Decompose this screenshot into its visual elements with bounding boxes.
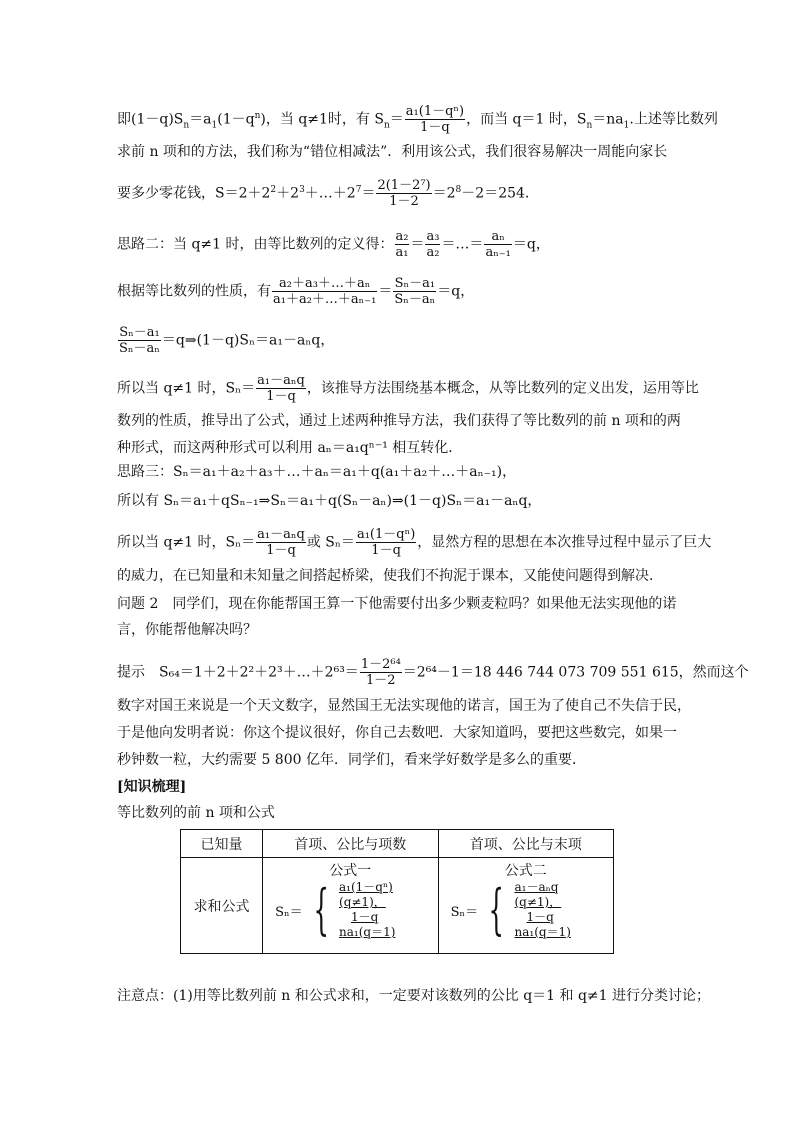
numerator: a₂ — [395, 229, 409, 244]
table-header: 首项、公比与项数 — [263, 830, 438, 858]
sub: n — [183, 120, 190, 131]
table-header: 首项、公比与末项 — [438, 830, 614, 858]
fraction — [425, 229, 440, 260]
note-line: 注意点：(1)用等比数列前 n 和公式求和，一定要对该数列的公比 q＝1 和 q≠1 进行分类讨论； — [117, 988, 711, 1004]
numerator: a₁(1－qⁿ) — [356, 527, 416, 542]
text: ＝2 — [432, 185, 456, 202]
sup: 7 — [355, 184, 362, 195]
numerator: a₁－aₙq — [257, 527, 305, 542]
section-heading: [知识梳理] — [117, 779, 187, 795]
fraction — [360, 657, 402, 688]
fraction — [376, 178, 431, 209]
para-line-14: 问题 2 同学们，现在你能帮国王算一下他需要付出多少颗麦粒吗？如果他无法实现他的诺 — [117, 596, 677, 612]
text: ＝a — [189, 111, 212, 128]
para-line-8: 数列的性质，推导出了公式，通过上述两种推导方法，我们获得了等比数列的前 n 项和的两 — [117, 413, 681, 429]
text: (1－q — [217, 111, 255, 128]
denominator: a₂ — [426, 245, 440, 260]
numerator: aₙ — [484, 229, 511, 245]
para-line-17: 数字对国王来说是一个天文数字，显然国王无法实现他的诺言，国王为了使自己不失信于民， — [117, 698, 691, 714]
para-line-1 — [117, 104, 718, 135]
text: 要多少零花钱，S＝2＋2 — [117, 185, 271, 202]
case-q-equal-1: na₁(q＝1) — [339, 925, 396, 939]
text: 所以当 q≠1 时，Sₙ＝ — [117, 534, 256, 551]
para-line-7 — [117, 373, 699, 404]
text: )，当 q≠1时，有 S — [260, 111, 384, 128]
para-line-19: 秒钟数一粒，大约需要 5 800 亿年．同学们，看来学好数学是多么的重要． — [117, 752, 586, 768]
para-line-10: 思路三：Sₙ＝a₁＋a₂＋a₃＋…＋aₙ＝a₁＋q(a₁＋a₂＋…＋aₙ₋₁)， — [117, 464, 517, 480]
case-q-equal-1: na₁(q＝1) — [514, 925, 571, 939]
text: ＝ — [378, 283, 393, 300]
text: 思路二：当 q≠1 时，由等比数列的定义得： — [117, 236, 394, 253]
table-cell-formula-1 — [263, 858, 438, 954]
sum-formula-table — [180, 829, 614, 954]
para-line-9: 种形式，而这两种形式可以利用 aₙ＝a₁qⁿ⁻¹ 相互转化． — [117, 440, 463, 456]
text: ＝na — [592, 111, 624, 128]
s-label: Sₙ＝ — [450, 904, 479, 920]
text: 或 Sₙ＝ — [306, 534, 355, 551]
text: ＝ — [361, 185, 376, 202]
text: ，该推导方法围绕基本概念，从等比数列的定义出发，运用等比 — [306, 380, 699, 397]
sup: 3 — [299, 184, 305, 195]
cases — [515, 880, 571, 940]
numerator: a₃ — [426, 229, 440, 244]
formula-title: 公式一 — [329, 863, 372, 879]
denominator: aₙ₋₁ — [485, 245, 511, 260]
text: ＝ — [410, 236, 425, 253]
fraction — [356, 527, 416, 558]
fraction — [484, 229, 511, 260]
para-line-15: 言，你能帮他解决吗？ — [117, 622, 257, 638]
fraction — [393, 276, 436, 307]
text: .上述等比数列 — [629, 111, 718, 128]
text: ，而当 q＝1 时，S — [466, 111, 587, 128]
table-row-label: 求和公式 — [181, 858, 263, 954]
numerator: a₁(1－qⁿ) — [405, 104, 465, 119]
para-line-18: 于是他向发明者说：你这个提议很好，你自己去数吧．大家知道吗，要把这些数完，如果一 — [117, 725, 677, 741]
numerator: a₂＋a₃＋…＋aₙ — [272, 276, 377, 292]
cases — [339, 880, 395, 940]
s-label: Sₙ＝ — [275, 904, 303, 920]
numerator: 1－2⁶⁴ — [360, 657, 401, 672]
sub: 1 — [623, 120, 630, 131]
numerator: Sₙ－a₁ — [394, 276, 436, 291]
text: ＝…＝ — [441, 236, 484, 253]
text: ＋…＋2 — [304, 185, 356, 202]
case-formula — [275, 880, 395, 940]
sub: 1 — [211, 120, 218, 131]
text: 即(1－q)S — [117, 111, 184, 128]
table-caption: 等比数列的前 n 项和公式 — [117, 805, 275, 821]
denominator: a₁ — [395, 245, 409, 260]
numerator: a₁－aₙq — [257, 373, 305, 388]
sup: 8 — [455, 184, 462, 195]
text: ＝2⁶⁴－1＝18 446 744 073 709 551 615，然而这个 — [402, 664, 749, 681]
denominator: 1－q — [266, 389, 296, 404]
fraction — [256, 527, 306, 558]
fraction — [118, 325, 161, 356]
text: 根据等比数列的性质，有 — [117, 283, 271, 300]
text: ＝q， — [512, 236, 550, 253]
fraction — [272, 276, 377, 307]
para-line-13: 的威力，在已知量和未知量之间搭起桥梁，使我们不拘泥于课本，又能使问题得到解决． — [117, 568, 663, 584]
denominator: a₁＋a₂＋…＋aₙ₋₁ — [273, 292, 377, 307]
text: ＝q， — [437, 283, 475, 300]
case-numerator: a₁－aₙq — [514, 880, 559, 894]
sub: n — [586, 120, 593, 131]
para-line-4 — [117, 229, 550, 260]
para-line-16 — [117, 657, 749, 688]
denominator: 1－2 — [389, 194, 419, 209]
denominator: Sₙ－aₙ — [394, 292, 436, 307]
fraction — [395, 229, 410, 260]
brace-icon: { — [488, 878, 505, 941]
case-condition: (q≠1)， — [514, 895, 562, 909]
text: －2＝254. — [461, 185, 530, 202]
denominator: Sₙ－aₙ — [119, 341, 160, 356]
para-line-3 — [117, 178, 529, 209]
para-line-11: 所以有 Sₙ＝a₁＋qSₙ₋₁⇒Sₙ＝a₁＋q(Sₙ－aₙ)⇒(1－q)Sₙ＝a₁－aₙq， — [117, 493, 542, 509]
brace-icon: { — [313, 878, 329, 941]
denominator: 1－q — [371, 543, 401, 558]
case-condition: (q≠1)， — [339, 895, 386, 909]
sup: n — [254, 110, 261, 121]
denominator: 1－2 — [366, 673, 396, 688]
text: 提示 S₆₄＝1＋2＋2²＋2³＋…＋2⁶³＝ — [117, 664, 359, 681]
text: ＝q⇒(1－q)Sₙ＝a₁－aₙq， — [161, 332, 335, 349]
case-numerator: a₁(1－qⁿ) — [339, 880, 393, 894]
fraction — [405, 104, 465, 135]
text: 所以当 q≠1 时，Sₙ＝ — [117, 380, 256, 397]
table-header: 已知量 — [181, 830, 263, 858]
numerator: 2(1－2⁷) — [377, 178, 431, 193]
text: ＋2 — [276, 185, 300, 202]
formula-title: 公式二 — [504, 863, 547, 879]
denominator: 1－q — [266, 543, 296, 558]
para-line-5 — [117, 276, 474, 307]
numerator: Sₙ－a₁ — [119, 325, 160, 340]
para-line-12 — [117, 527, 711, 558]
case-denominator: 1－q — [526, 910, 554, 924]
denominator: 1－q — [420, 120, 450, 135]
case-formula — [451, 880, 571, 940]
text: ，显然方程的思想在本次推导过程中显示了巨大 — [417, 534, 712, 551]
case-denominator: 1－q — [351, 910, 379, 924]
sub: n — [383, 120, 390, 131]
para-line-6 — [117, 325, 334, 356]
table-cell-formula-2 — [438, 858, 614, 954]
text: ＝ — [389, 111, 404, 128]
fraction — [256, 373, 306, 404]
para-line-2: 求前 n 项和的方法，我们称为“错位相减法”．利用该公式，我们很容易解决一周能向家长 — [117, 144, 668, 160]
sup: 2 — [270, 184, 277, 195]
